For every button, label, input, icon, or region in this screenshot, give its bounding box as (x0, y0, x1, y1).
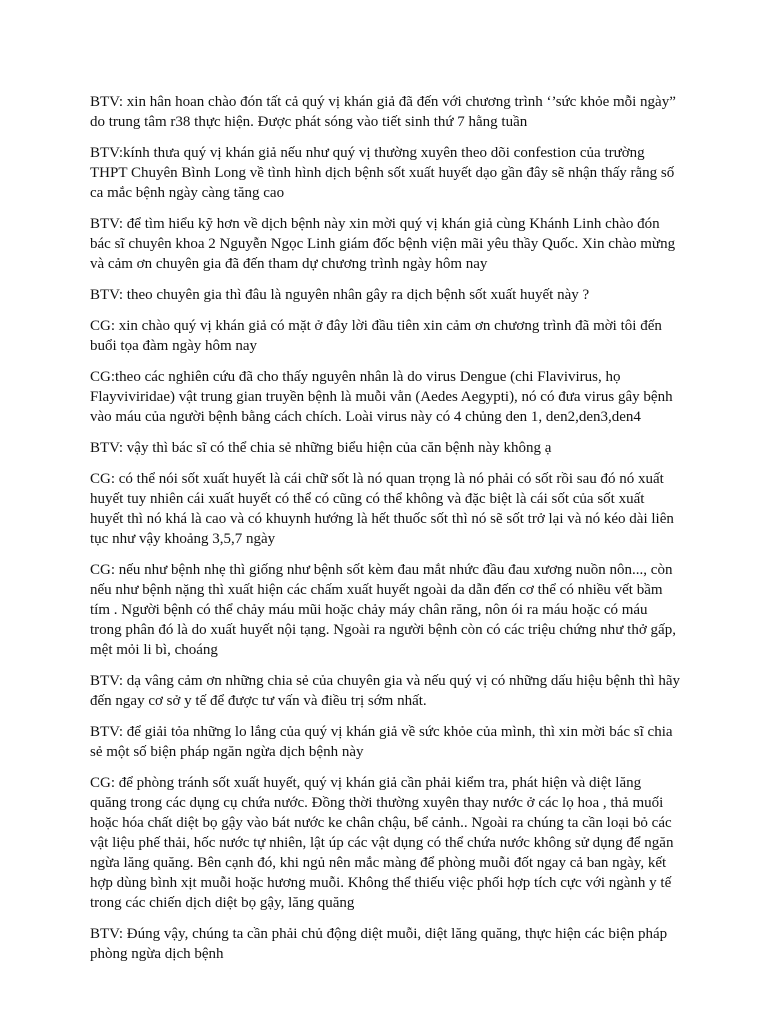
paragraph-9: CG: nếu như bệnh nhẹ thì giống như bệnh sốt kèm đau mắt nhức đầu đau xương nuồn nôn..., còn nếu như bệnh nặng thì xuất hiện các chấm xuất huyết ngoài da dẫn đến cơ thể có nhiều vết bầm tím . Người bệnh có thể chảy máu mũi hoặc chảy máy chân răng, nôn ói ra máu hoặc có máu trong phân đó là do xuất huyết nội tạng. Ngoài ra người bệnh còn có các triệu chứng như thở gấp, mệt mỏi li bì, choáng (90, 562, 676, 658)
paragraph-2: BTV:kính thưa quý vị khán giả nếu như quý vị thường xuyên theo dõi confestion của trường THPT Chuyên Bình Long về tình hình dịch bệnh sốt xuất huyết dạo gần đây sẽ nhận thấy rằng số ca mắc bệnh ngày càng tăng cao (90, 145, 675, 201)
paragraph-7: BTV: vậy thì bác sĩ có thể chia sẻ những biểu hiện của căn bệnh này không ạ (90, 440, 552, 456)
paragraph-8: CG: có thể nói sốt xuất huyết là cái chữ sốt là nó quan trọng là nó phải có sốt rồi sau đó nó xuất huyết tuy nhiên cái xuất huyết có thể có cũng có thể không và đặc biệt là cái sốt của sốt xuất huyết thì nó khá là cao và có khuynh hướng là hết thuốc sốt thì nó sẽ sốt trở lại và nó kéo dài liên tục như vậy khoảng 3,5,7 ngày (90, 471, 674, 547)
paragraph-12: CG: để phòng tránh sốt xuất huyết, quý vị khán giả cần phải kiểm tra, phát hiện và diệt lăng quăng trong các dụng cụ chứa nước. Đồng thời thường xuyên thay nước ở các lọ hoa , thả muối hoặc hóa chất diệt bọ gậy vào bát nước ke chân chậu, bể cảnh.. Ngoài ra chúng ta cần loại bỏ các vật liệu phế thải, hốc nước tự nhiên, lật úp các vật dụng có thể chứa nước không sử dụng để ngăn ngừa lăng quăng. Bên cạnh đó, khi ngủ nên mắc màng để phòng muỗi đốt ngay cả ban ngày, kết hợp dùng bình xịt muỗi hoặc hương muỗi. Không thể thiếu việc phối hợp tích cực với ngành y tế trong các chiến dịch diệt bọ gậy, lăng quăng (90, 775, 674, 911)
paragraph-6: CG:theo các nghiên cứu đã cho thấy nguyên nhân là do virus Dengue (chi Flavivirus, họ Flayviviridae) vật trung gian truyền bệnh là muỗi vằn (Aedes Aegypti), nó có đưa virus gây bệnh vào máu của người bệnh bằng cách chích. Loài virus này có 4 chủng den 1, den2,den3,den4 (90, 369, 673, 425)
paragraph-10: BTV: dạ vâng cảm ơn những chia sẻ của chuyên gia và nếu quý vị có những dấu hiệu bệnh thì hãy đến ngay cơ sở y tế để được tư vấn và điều trị sớm nhất. (90, 673, 681, 709)
document-body (90, 92, 680, 975)
paragraph-1: BTV: xin hân hoan chào đón tất cả quý vị khán giả đã đến với chương trình ‘’sức khỏe mỗi ngày” do trung tâm r38 thực hiện. Được phát sóng vào tiết sinh thứ 7 hằng tuần (90, 94, 676, 130)
paragraph-4: BTV: theo chuyên gia thì đâu là nguyên nhân gây ra dịch bệnh sốt xuất huyết này ? (90, 287, 590, 303)
paragraph-11: BTV: để giải tỏa những lo lắng của quý vị khán giả về sức khỏe của mình, thì xin mời bác sĩ chia sẻ một số biện pháp ngăn ngừa dịch bệnh này (90, 724, 673, 760)
paragraph-13: BTV: Đúng vậy, chúng ta cần phải chủ động diệt muỗi, diệt lăng quăng, thực hiện các biện pháp phòng ngừa dịch bệnh (90, 926, 668, 962)
paragraph-3: BTV: để tìm hiểu kỹ hơn về dịch bệnh này xin mời quý vị khán giả cùng Khánh Linh chào đón bác sĩ chuyên khoa 2 Nguyễn Ngọc Linh giám đốc bệnh viện mãi yêu thầy Quốc. Xin chào mừng và cảm ơn chuyên gia đã đến tham dự chương trình ngày hôm nay (90, 216, 676, 272)
paragraph-5: CG: xin chào quý vị khán giả có mặt ở đây lời đầu tiên xin cảm ơn chương trình đã mời tôi đến buổi tọa đàm ngày hôm nay (90, 318, 662, 354)
